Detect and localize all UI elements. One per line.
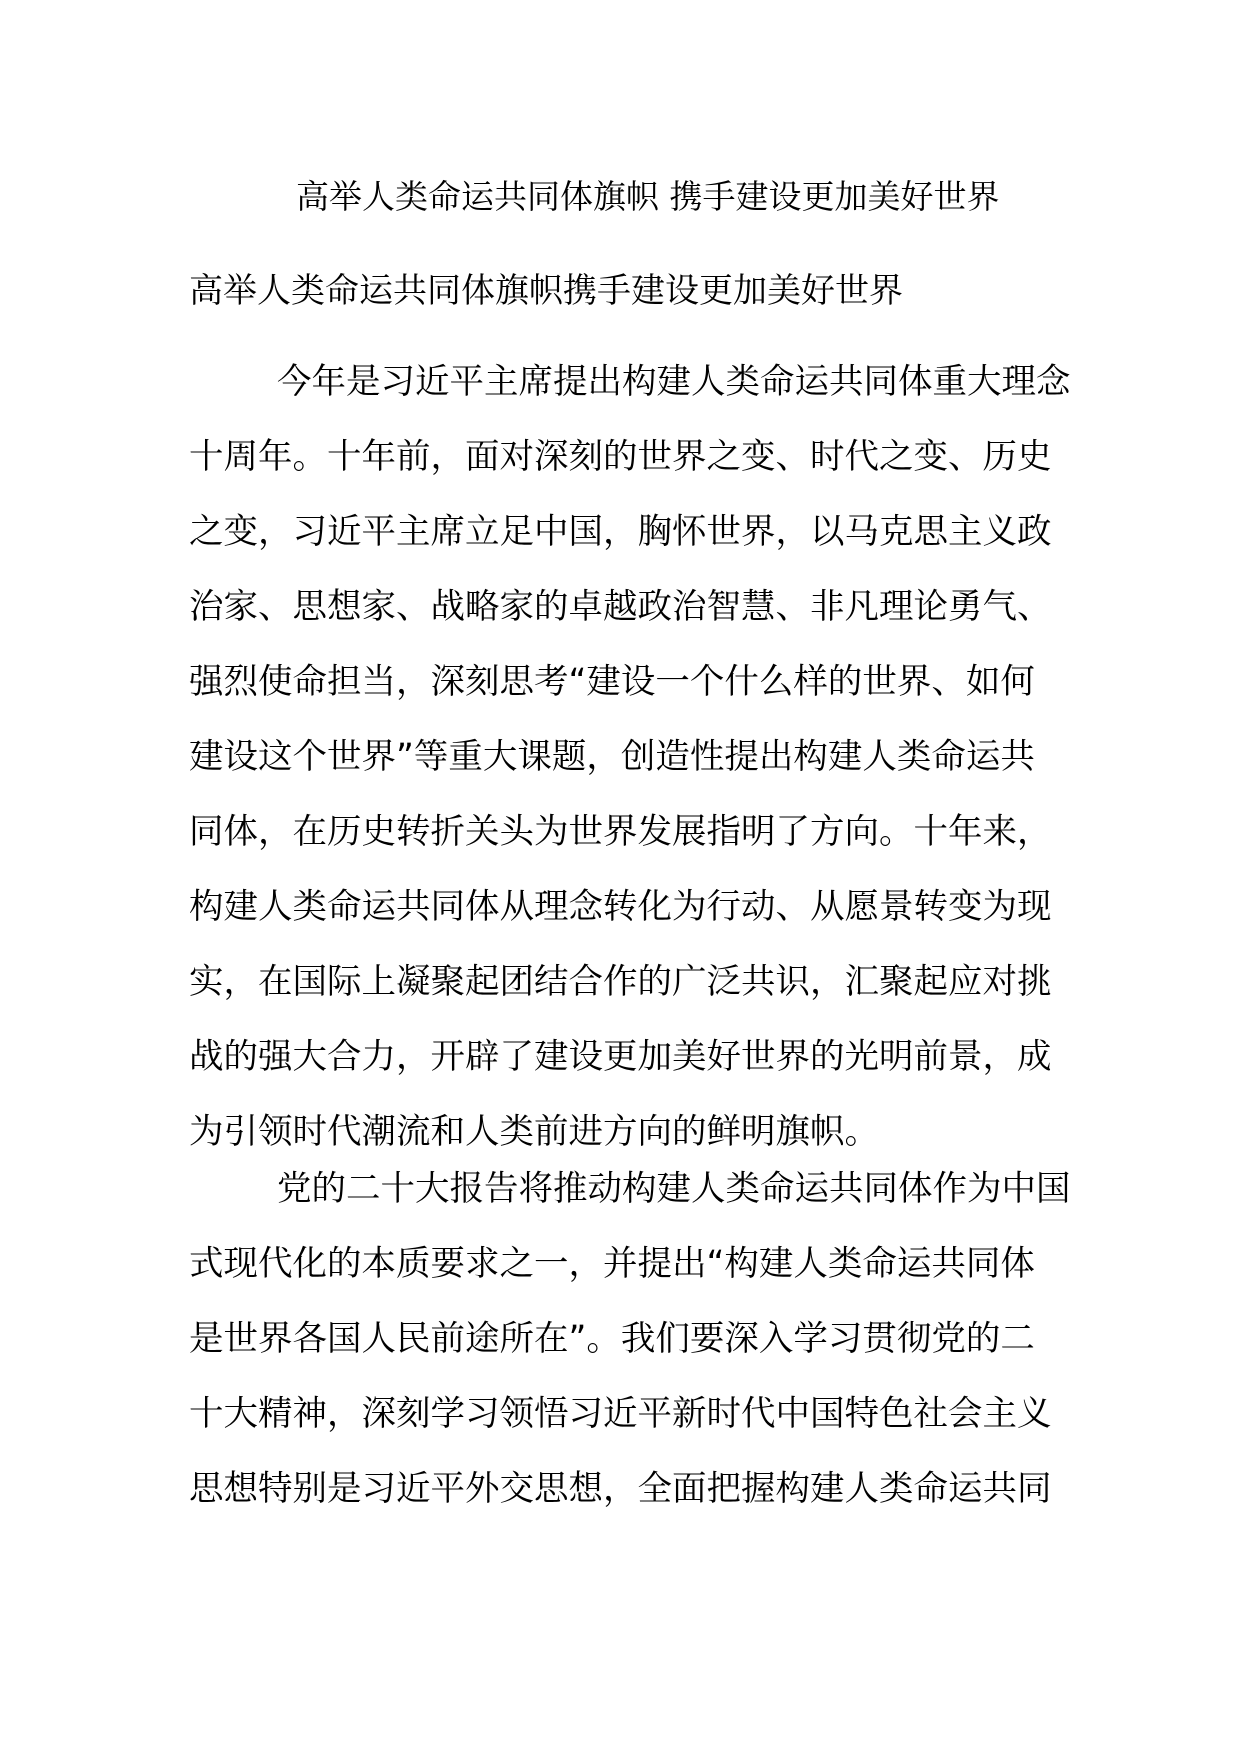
paragraph-line: 同体，在历史转折关头为世界发展指明了方向。十年来， <box>189 812 1052 852</box>
paragraph-line: 式现代化的本质要求之一，并提出“构建人类命运共同体 <box>189 1244 1035 1284</box>
paragraph-line: 强烈使命担当，深刻思考“建设一个什么样的世界、如何 <box>189 662 1035 702</box>
paragraph-line: 实，在国际上凝聚起团结合作的广泛共识，汇聚起应对挑 <box>189 962 1052 1002</box>
document-subtitle: 高举人类命运共同体旗帜携手建设更加美好世界 <box>189 271 903 311</box>
paragraph-line: 是世界各国人民前途所在”。我们要深入学习贯彻党的二 <box>189 1319 1035 1359</box>
paragraph-line: 今年是习近平主席提出构建人类命运共同体重大理念 <box>277 362 1071 402</box>
paragraph-line: 构建人类命运共同体从理念转化为行动、从愿景转变为现 <box>189 887 1052 927</box>
paragraph-line: 十大精神，深刻学习领悟习近平新时代中国特色社会主义 <box>189 1394 1052 1434</box>
paragraph <box>189 345 1071 1170</box>
document-title: 高举人类命运共同体旗帜 携手建设更加美好世界 <box>296 177 1000 216</box>
paragraph-line: 思想特别是习近平外交思想，全面把握构建人类命运共同 <box>189 1469 1052 1509</box>
paragraph-line: 十周年。十年前，面对深刻的世界之变、时代之变、历史 <box>189 437 1052 477</box>
paragraph <box>189 1152 1071 1527</box>
paragraph-line: 党的二十大报告将推动构建人类命运共同体作为中国 <box>277 1169 1071 1209</box>
paragraph-line: 建设这个世界”等重大课题，创造性提出构建人类命运共 <box>189 737 1035 777</box>
paragraph-line: 治家、思想家、战略家的卓越政治智慧、非凡理论勇气、 <box>189 587 1052 627</box>
paragraph-line: 之变，习近平主席立足中国，胸怀世界，以马克思主义政 <box>189 512 1052 552</box>
paragraph-line: 战的强大合力，开辟了建设更加美好世界的光明前景，成 <box>189 1037 1052 1077</box>
paragraph-line: 为引领时代潮流和人类前进方向的鲜明旗帜。 <box>189 1112 879 1152</box>
